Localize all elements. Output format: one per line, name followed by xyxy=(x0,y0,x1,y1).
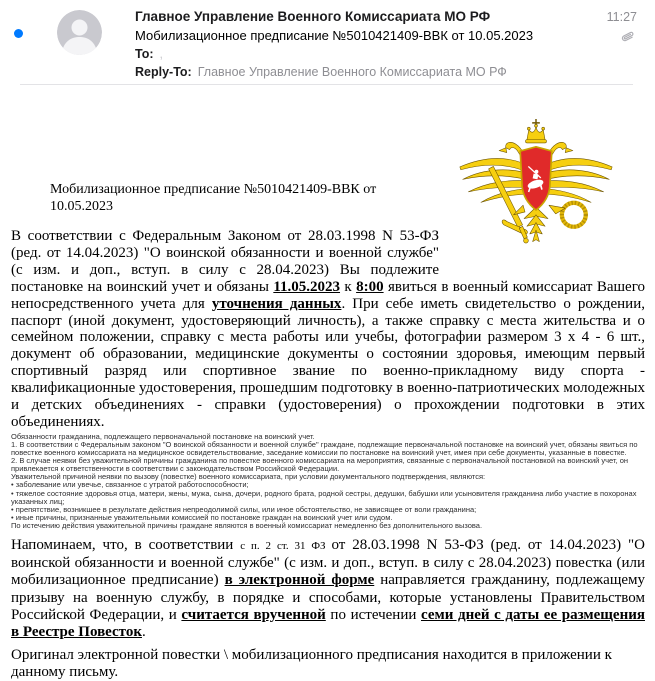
fine-print-line: Уважительной причиной неявки по вызову (повестке) военного комиссариата, при условии документального подтверждения, являются: xyxy=(11,472,486,482)
unread-dot-icon xyxy=(14,29,23,38)
subject-line: Мобилизационное предписание №5010421409-ВВК от 10.05.2023 xyxy=(135,28,534,43)
reply-to-row xyxy=(135,65,585,80)
text-segment: к xyxy=(340,278,357,295)
date-highlight: 11.05.2023 xyxy=(273,278,341,295)
attachment-icon[interactable] xyxy=(620,30,635,45)
fine-print-line: 2. В случае неявки без уважительной причины гражданина по повестке военного комиссариата на мероприятия, связанные с первоначальной постановкой на воинский учет, он привлекается к ответственности в соответствии с законодательством Российской Федерации. xyxy=(11,456,629,474)
header-text-block xyxy=(135,8,585,80)
text-segment: по истечении xyxy=(325,606,421,623)
time-highlight: 8:00 xyxy=(356,278,384,295)
fine-print xyxy=(11,433,645,530)
sender-name[interactable]: Главное Управление Военного Комиссариата МО РФ xyxy=(135,9,491,24)
to-recipients[interactable]: , xyxy=(159,47,163,61)
emphasis-segment: уточнения данных xyxy=(211,295,342,312)
text-segment: от 28.03.1998 N 53-ФЗ (ред. от 14.04.2023) "О воинской обязанности и военной службе" (с изм. и доп., вступ. в силу с 28.04.2023) повестка (или мобилизационное предписание) xyxy=(11,537,645,589)
text-segment: явиться в военный комиссариат Вашего непосредственного учета для xyxy=(11,278,645,312)
to-label: To: xyxy=(135,47,154,61)
to-row xyxy=(135,47,585,62)
text-segment: В соответствии с Федеральным Законом от 28.03.1998 N 53-ФЗ (ред. от 14.04.2023) "О воинской обязанности и военной службе" (с изм. и доп., вступ. в силу с 28.04.2023) Вы подлежите постановке на воинский учет и обязаны xyxy=(11,228,439,295)
russian-armed-forces-eagle-emblem xyxy=(457,113,615,262)
document-title: Мобилизационное предписание №5010421409-ВВК от 10.05.2023 xyxy=(50,182,377,214)
fine-print-line: 1. В соответствии с Федеральным законом "О воинской обязанности и военной службе" граждане, подлежащие первоначальной постановке на воинский учет, обязаны явиться по повестке военного комиссариата на медицинское освидетельствование, заседание комиссии по постановке на воинский учет, имея при себе документы, указанные в повестке. xyxy=(11,439,638,458)
military-emblem-image xyxy=(457,113,615,262)
law-citation: с п. 2 ст. 31 ФЗ xyxy=(240,540,332,552)
text-segment: направляется гражданину, подлежащему призыву на военную службу, в порядке и способами, которые установлены Правительством Российской Федерации, и xyxy=(11,572,646,623)
reply-to-value[interactable]: Главное Управление Военного Комиссариата МО РФ xyxy=(197,65,507,79)
text-segment: . При себе иметь свидетельство о рождении, паспорт (иной документ, удостоверяющий личность), а также справку с места жительства и о семейном положении, справку с места работы или учебы, фотографии размером 3 х 4 - 6 шт., документ об образовании, медицинские документы о состоянии здоровья, имеющим первый спортивный разряд или спортивное звание по военно-прикладному виду спорта - квалификационные удостоверения, прошедшим подготовку в военно-патриотических молодежных и детских объединениях - справки (удостоверения) о прохождении подготовки в этих объединениях. xyxy=(11,295,645,430)
reminder-paragraph xyxy=(11,537,645,641)
person-silhouette-icon xyxy=(57,10,102,55)
closing-line: Оригинал электронной повестки \ мобилизационного предписания находится в приложении к данному письму. xyxy=(11,647,612,681)
emphasis-segment: семи дней с даты ее размещения в Реестре Повесток xyxy=(11,606,645,641)
paperclip-icon xyxy=(620,30,635,45)
fine-print-line: Обязанности гражданина, подлежащего первоначальной постановке на воинский учет. xyxy=(11,431,315,441)
fine-print-line: • иные причины, признанные уважительными комиссией по постановке граждан на воинский учет или судом. xyxy=(11,512,393,522)
fine-print-line: • препятствие, возникшее в результате действия непреодолимой силы, или иное обстоятельство, не зависящее от воли гражданина; xyxy=(11,504,477,514)
email-body xyxy=(0,85,655,681)
text-segment: . xyxy=(141,624,146,641)
timestamp: 11:27 xyxy=(606,10,637,24)
sender-avatar[interactable] xyxy=(57,10,102,55)
emphasis-segment: в электронной форме xyxy=(224,572,375,589)
fine-print-line: • тяжелое состояние здоровья отца, матери, жены, мужа, сына, дочери, родного брата, родной сестры, дедушки, бабушки или усыновителя гражданина либо участие в похоронах указанных лиц; xyxy=(11,488,637,506)
fine-print-line: По истечению действия уважительной причины граждане являются в военный комиссариат немедленно без дополнительного вызова. xyxy=(11,520,483,530)
email-header xyxy=(0,0,655,85)
fine-print-line: • заболевание или увечье, связанное с утратой работоспособности; xyxy=(11,480,249,490)
emphasis-segment: считается врученной xyxy=(181,606,326,623)
text-segment: Напоминаем, что, в соответствии xyxy=(11,537,241,553)
reply-to-label: Reply-To: xyxy=(135,65,192,79)
